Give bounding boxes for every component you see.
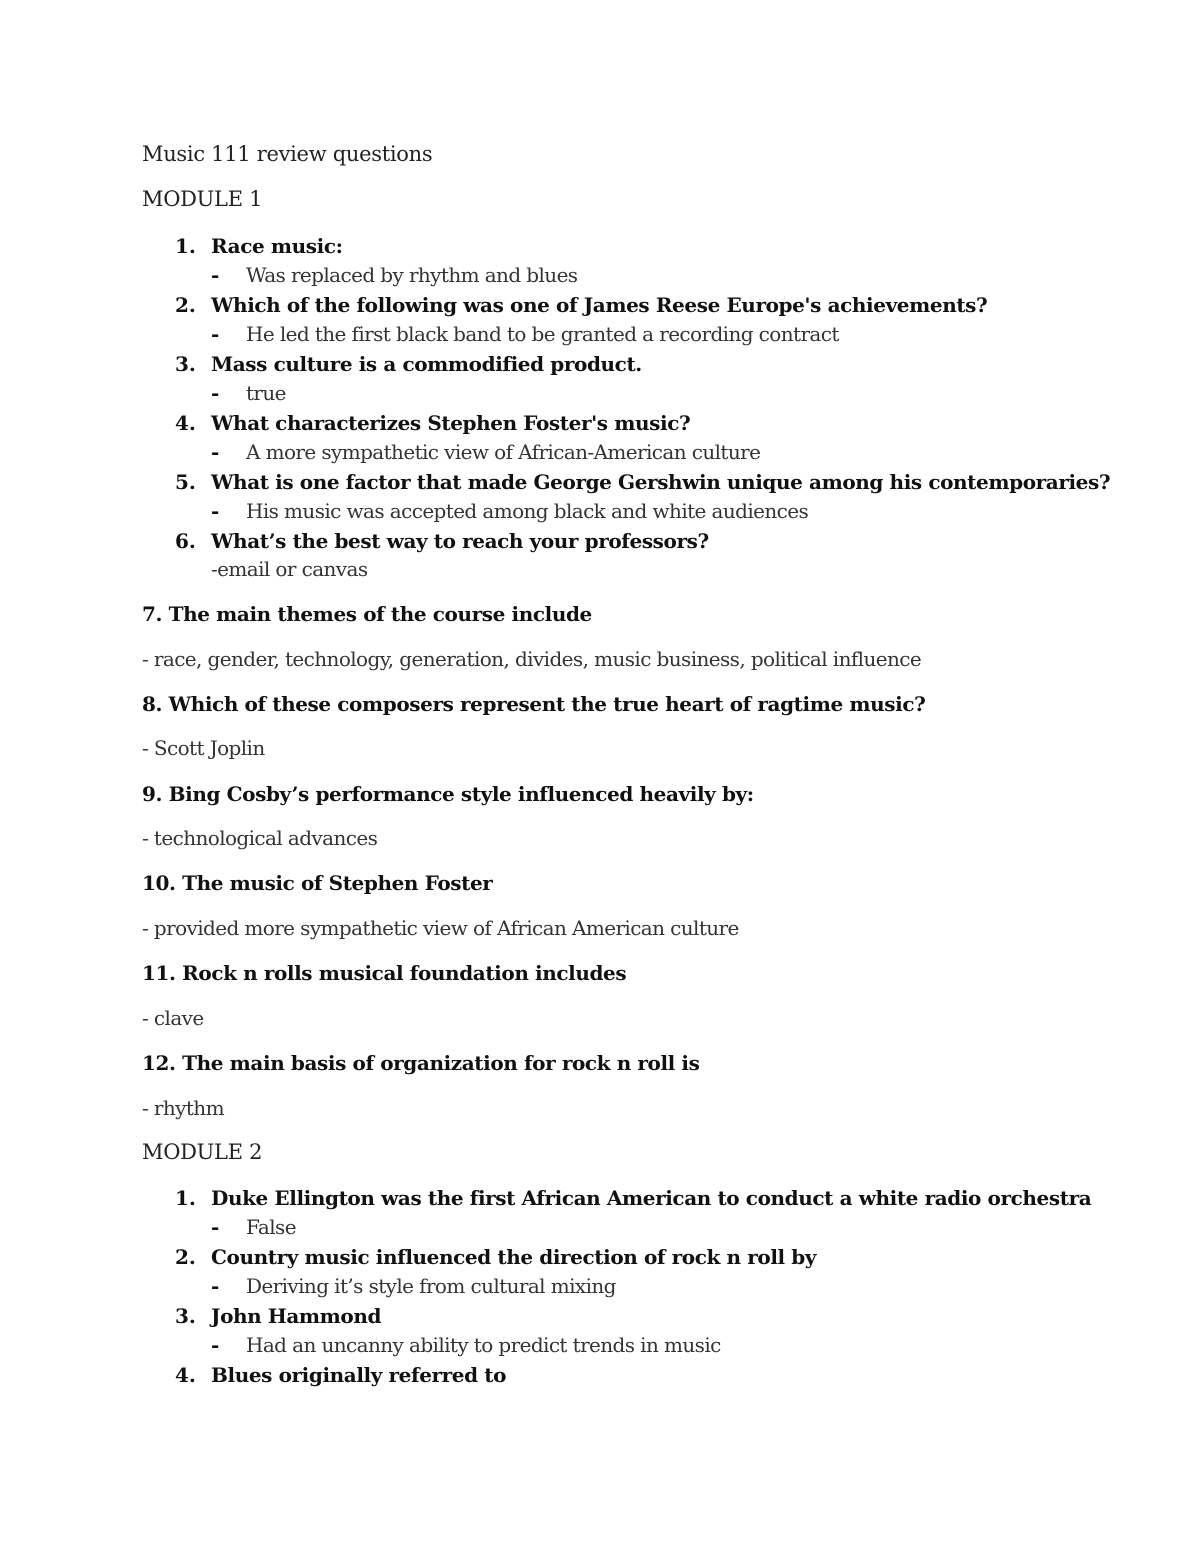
list-number: 4. [175, 411, 196, 435]
list-number: 4. [175, 1363, 196, 1387]
question-text: Mass culture is a commodified product. [211, 352, 642, 376]
answer-text: - clave [142, 1006, 204, 1030]
list-number: 6. [175, 529, 196, 553]
answer-text: -email or canvas [211, 557, 368, 581]
question-text: 7. The main themes of the course include [142, 602, 592, 626]
question-text: John Hammond [211, 1304, 382, 1328]
question-text: Race music: [211, 234, 343, 258]
answer-bullet: - [211, 1333, 220, 1357]
answer-text: His music was accepted among black and white audiences [246, 499, 809, 523]
list-number: 1. [175, 234, 196, 258]
answer-text: - technological advances [142, 826, 378, 850]
answer-text: true [246, 381, 286, 405]
answer-bullet: - [211, 440, 220, 464]
document-title: Music 111 review questions [142, 142, 433, 166]
answer-text: Was replaced by rhythm and blues [246, 263, 578, 287]
answer-text: Deriving it’s style from cultural mixing [246, 1274, 616, 1298]
answer-text: - race, gender, technology, generation, divides, music business, political influence [142, 647, 922, 671]
answer-text: - Scott Joplin [142, 736, 265, 760]
answer-bullet: - [211, 1215, 220, 1239]
module-1-heading: MODULE 1 [142, 187, 263, 211]
question-text: Country music influenced the direction of rock n roll by [211, 1245, 817, 1269]
question-text: 9. Bing Cosby’s performance style influenced heavily by: [142, 782, 754, 806]
list-number: 2. [175, 1245, 196, 1269]
answer-bullet: - [211, 1274, 220, 1298]
answer-text: - provided more sympathetic view of African American culture [142, 916, 739, 940]
answer-bullet: - [211, 499, 220, 523]
list-number: 3. [175, 352, 196, 376]
answer-bullet: - [211, 381, 220, 405]
list-number: 1. [175, 1186, 196, 1210]
question-text: 12. The main basis of organization for rock n roll is [142, 1051, 700, 1075]
question-text: Which of the following was one of James Reese Europe's achievements? [211, 293, 988, 317]
question-text: 11. Rock n rolls musical foundation includes [142, 961, 627, 985]
answer-bullet: - [211, 322, 220, 346]
answer-bullet: - [211, 263, 220, 287]
answer-text: False [246, 1215, 296, 1239]
question-text: What is one factor that made George Gershwin unique among his contemporaries? [211, 470, 1111, 494]
question-text: Blues originally referred to [211, 1363, 507, 1387]
list-number: 2. [175, 293, 196, 317]
list-number: 3. [175, 1304, 196, 1328]
question-text: 10. The music of Stephen Foster [142, 871, 493, 895]
question-text: 8. Which of these composers represent the true heart of ragtime music? [142, 692, 926, 716]
question-text: What characterizes Stephen Foster's music? [211, 411, 691, 435]
question-text: Duke Ellington was the first African American to conduct a white radio orchestra [211, 1186, 1092, 1210]
question-text: What’s the best way to reach your professors? [211, 529, 709, 553]
list-number: 5. [175, 470, 196, 494]
module-2-heading: MODULE 2 [142, 1140, 263, 1164]
answer-text: A more sympathetic view of African-American culture [246, 440, 761, 464]
answer-text: He led the first black band to be granted a recording contract [246, 322, 839, 346]
answer-text: - rhythm [142, 1096, 224, 1120]
answer-text: Had an uncanny ability to predict trends in music [246, 1333, 721, 1357]
